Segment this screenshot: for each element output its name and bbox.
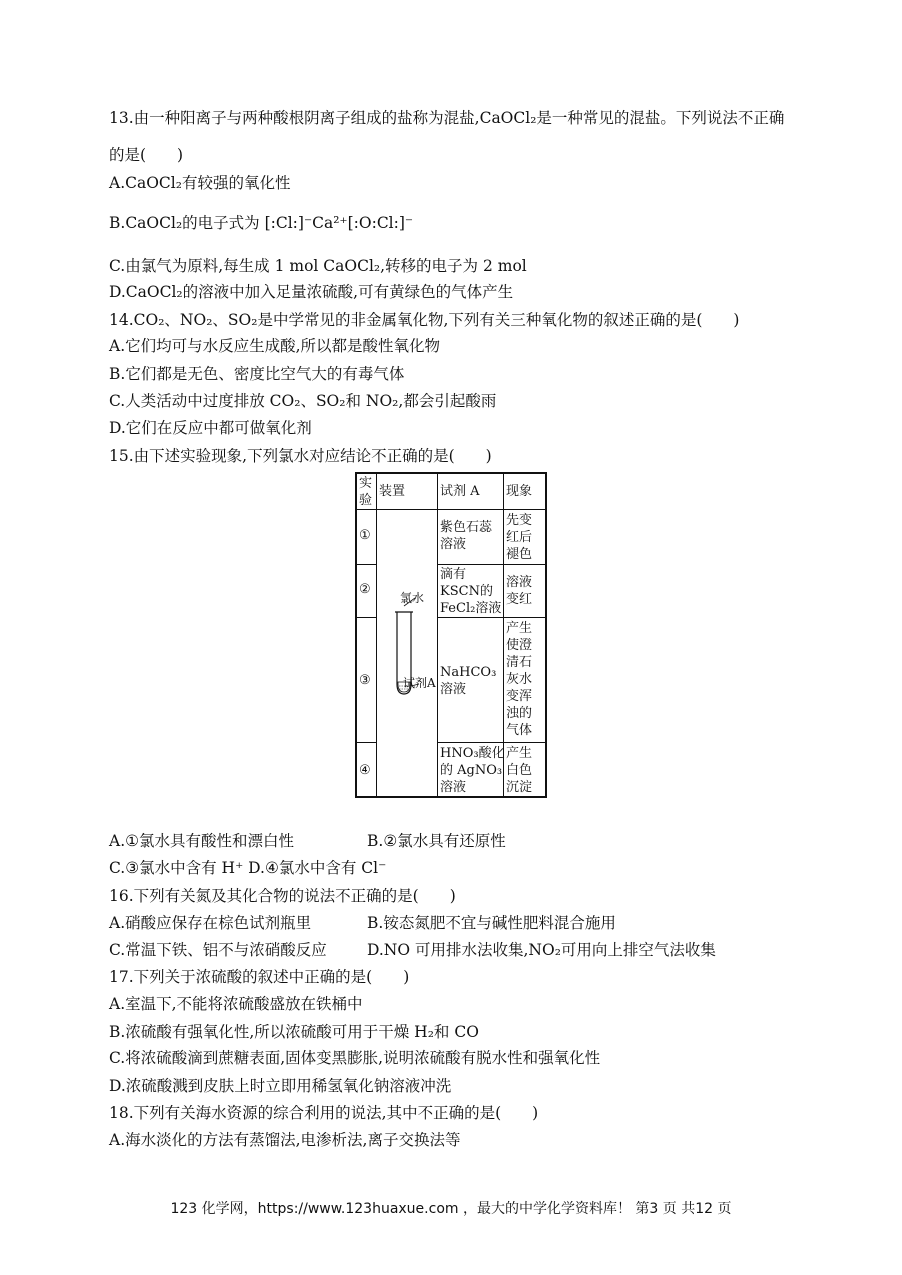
q15-option-cd: C.③氯水中含有 H⁺ D.④氯水中含有 Cl⁻ [109, 859, 387, 877]
row-4-id: ④ [359, 763, 371, 778]
row-3-reagent: NaHCO₃ 溶液 [440, 665, 497, 697]
row-2-id: ② [359, 582, 371, 597]
q13-stem-line1: 13.由一种阳离子与两种酸根阴离子组成的盐称为混盐,CaOCl₂是一种常见的混盐。下列说法不正确 [109, 109, 785, 127]
q17-option-d: D.浓硫酸溅到皮肤上时立即用稀氢氧化钠溶液冲洗 [109, 1077, 452, 1095]
label-reagent-a: 试剂A [403, 676, 436, 690]
experiment-table [355, 472, 547, 798]
q18-stem: 18.下列有关海水资源的综合利用的说法,其中不正确的是( ) [109, 1104, 539, 1122]
row-1-reagent: 紫色石蕊 溶液 [440, 520, 493, 552]
row-3-phenomenon: 产生 使澄 清石 灰水 变浑 浊的 气体 [506, 621, 533, 738]
q17-stem: 17.下列关于浓硫酸的叙述中正确的是( ) [109, 968, 410, 986]
label-chlorine-water: 氯水 [400, 591, 425, 605]
row-1-id: ① [359, 528, 371, 543]
q13-option-d: D.CaOCl₂的溶液中加入足量浓硫酸,可有黄绿色的气体产生 [109, 283, 514, 301]
q18-option-a: A.海水淡化的方法有蒸馏法,电渗析法,离子交换法等 [109, 1131, 461, 1149]
row-4-phenomenon: 产生 白色 沉淀 [506, 746, 533, 795]
q16-option-b: B.铵态氮肥不宜与碱性肥料混合施用 [367, 914, 616, 932]
q15-stem: 15.由下述实验现象,下列氯水对应结论不正确的是( ) [109, 447, 492, 465]
q16-stem: 16.下列有关氮及其化合物的说法不正确的是( ) [109, 887, 456, 905]
row-4-reagent: HNO₃酸化 的 AgNO₃ 溶液 [440, 746, 505, 795]
q16-option-c: C.常温下铁、铝不与浓硝酸反应 [109, 941, 327, 959]
q13-option-c: C.由氯气为原料,每生成 1 mol CaOCl₂,转移的电子为 2 mol [109, 257, 527, 275]
q14-stem: 14.CO₂、NO₂、SO₂是中学常见的非金属氧化物,下列有关三种氧化物的叙述正确的是( ) [109, 311, 740, 329]
q16-option-a: A.硝酸应保存在棕色试剂瓶里 [109, 914, 312, 932]
q17-option-a: A.室温下,不能将浓硫酸盛放在铁桶中 [109, 995, 363, 1013]
q16-option-d: D.NO 可用排水法收集,NO₂可用向上排空气法收集 [367, 941, 716, 959]
q13-stem-line2: 的是( ) [109, 146, 184, 164]
table-header-reagent: 试剂 A [440, 484, 480, 499]
row-3-id: ③ [359, 673, 371, 688]
q14-option-d: D.它们在反应中都可做氧化剂 [109, 419, 312, 437]
q14-option-c: C.人类活动中过度排放 CO₂、SO₂和 NO₂,都会引起酸雨 [109, 392, 497, 410]
row-1-phenomenon: 先变 红后 褪色 [506, 513, 533, 562]
page-footer: 123 化学网，https://www.123huaxue.com ，最大的中学化学资料库！ 第3 页 共12 页 [170, 1201, 732, 1217]
q15-option-b: B.②氯水具有还原性 [367, 832, 506, 850]
table-header-apparatus: 装置 [379, 484, 406, 499]
q14-option-b: B.它们都是无色、密度比空气大的有毒气体 [109, 365, 405, 383]
q17-option-c: C.将浓硫酸滴到蔗糖表面,固体变黑膨胀,说明浓硫酸有脱水性和强氧化性 [109, 1049, 601, 1067]
row-2-phenomenon: 溶液 变红 [506, 575, 533, 607]
q15-option-a: A.①氯水具有酸性和漂白性 [109, 832, 295, 850]
table-header-phenomenon: 现象 [506, 484, 533, 499]
row-2-reagent: 滴有 KSCN的 FeCl₂溶液 [440, 567, 502, 616]
q13-option-a: A.CaOCl₂有较强的氧化性 [109, 174, 291, 192]
q17-option-b: B.浓硫酸有强氧化性,所以浓硫酸可用于干燥 H₂和 CO [109, 1023, 479, 1041]
q14-option-a: A.它们均可与水反应生成酸,所以都是酸性氧化物 [109, 337, 441, 355]
table-header-experiment: 实 验 [359, 476, 373, 508]
q13-option-b: B.CaOCl₂的电子式为 [:Cl:]⁻Ca²⁺[:O:Cl:]⁻ [109, 214, 414, 232]
